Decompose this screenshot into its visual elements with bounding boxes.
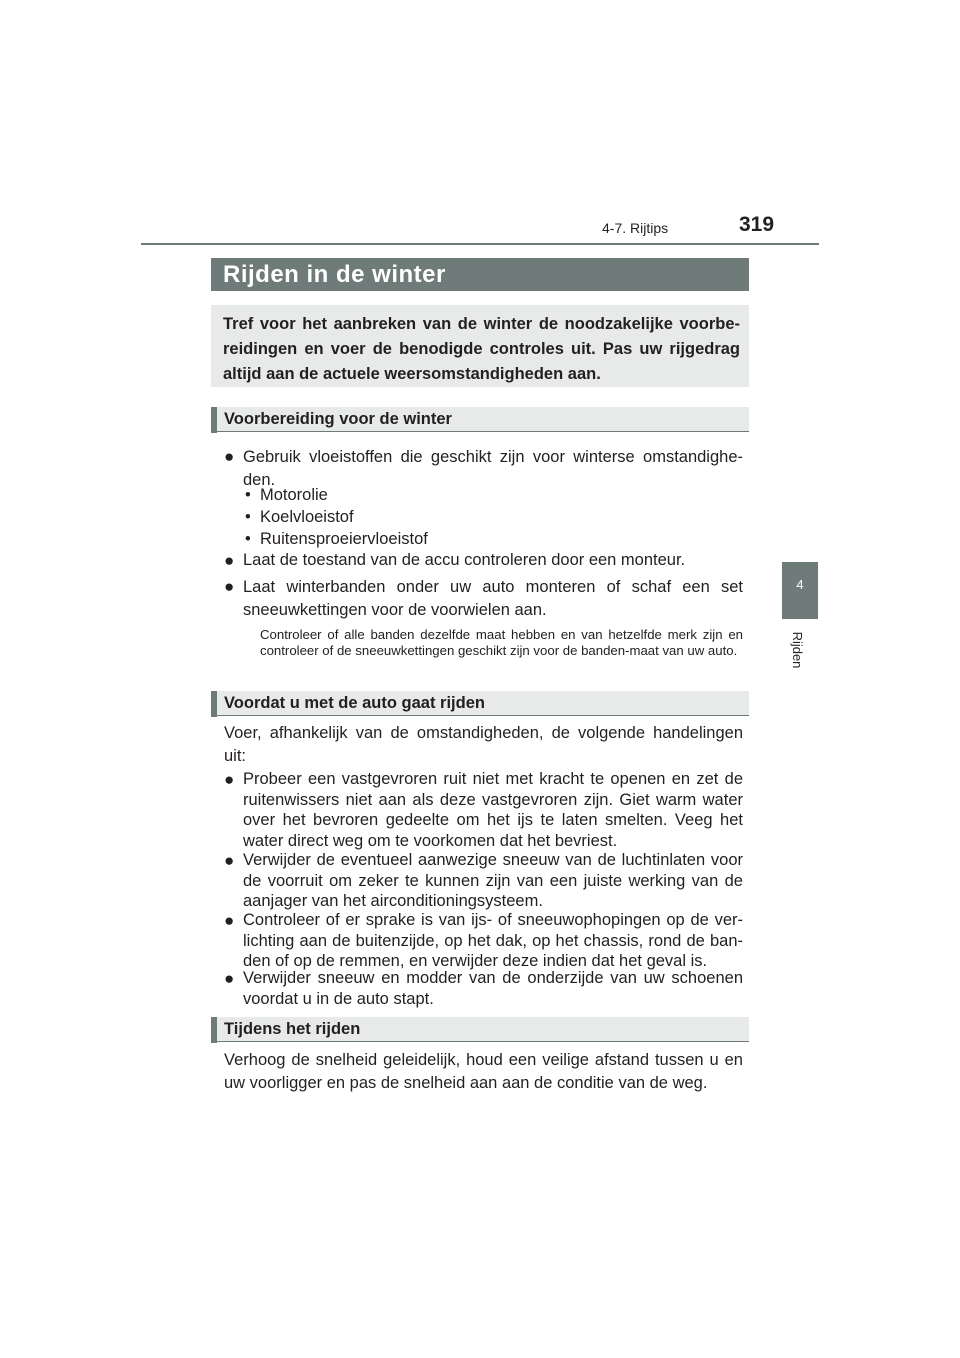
subheading-before-driving: Voordat u met de auto gaat rijden bbox=[224, 694, 485, 712]
page-number: 319 bbox=[739, 213, 775, 236]
bullet-icon: ● bbox=[224, 551, 235, 570]
sub-bullet-icon: • bbox=[245, 486, 251, 504]
bullet-icon: ● bbox=[224, 447, 235, 466]
while-driving-text: Verhoog de snelheid geleidelijk, houd een veilige afstand tussen u en uw voorligger en pas de snelheid aan aan de conditie van de weg. bbox=[224, 1051, 743, 1092]
bullet-ice-buildup: Controleer of er sprake is van ijs- of sneeuwophopingen op de ver-lichting aan de buitenzijde, op het dak, op het chassis, rond de ban-den of op de remmen, en verwijder deze indien dat het geval is. bbox=[243, 911, 743, 970]
bullet-icon: ● bbox=[224, 770, 235, 789]
bullet-icon: ● bbox=[224, 969, 235, 988]
sub-item-coolant: Koelvloeistof bbox=[260, 508, 354, 526]
subheading-accent bbox=[211, 691, 217, 717]
page-title: Rijden in de winter bbox=[223, 261, 446, 288]
intro-text: Tref voor het aanbreken van de winter de noodzakelijke voorbe-reidingen en voer de benodigde controles uit. Pas uw rijgedrag altijd aan de actuele weersomstandigheden aan. bbox=[223, 315, 740, 383]
header-rule bbox=[141, 243, 819, 245]
subheading-while-driving: Tijdens het rijden bbox=[224, 1020, 361, 1038]
before-driving-intro: Voer, afhankelijk van de omstandigheden, de volgende handelingen uit: bbox=[224, 724, 743, 765]
bullet-winter-tires: Laat winterbanden onder uw auto monteren of schaf een set sneeuwkettingen voor de voorwielen aan. bbox=[243, 578, 743, 619]
bullet-battery: Laat de toestand van de accu controleren door een monteur. bbox=[243, 551, 686, 569]
bullet-icon: ● bbox=[224, 577, 235, 596]
bullet-icon: ● bbox=[224, 911, 235, 930]
section-label: 4-7. Rijtips bbox=[602, 220, 669, 236]
subheading-accent bbox=[211, 407, 217, 433]
sub-item-oil: Motorolie bbox=[260, 486, 328, 504]
sub-item-washer-fluid: Ruitensproeiervloeistof bbox=[260, 530, 428, 548]
note-tires: Controleer of alle banden dezelfde maat hebben en van hetzelfde merk zijn en controleer of de sneeuwkettingen geschikt zijn voor de banden-maat van uw auto. bbox=[260, 627, 743, 658]
bullet-icon: ● bbox=[224, 851, 235, 870]
bullet-shoes: Verwijder sneeuw en modder van de onderzijde van uw schoenen voordat u in de auto stapt. bbox=[243, 969, 743, 1008]
subheading-preparation: Voorbereiding voor de winter bbox=[224, 410, 452, 428]
subheading-accent bbox=[211, 1017, 217, 1043]
chapter-label: Rijden bbox=[790, 631, 805, 669]
bullet-fluids: Gebruik vloeistoffen die geschikt zijn voor winterse omstandighe-den. bbox=[243, 448, 743, 489]
sub-bullet-icon: • bbox=[245, 530, 251, 548]
bullet-air-intake: Verwijder de eventueel aanwezige sneeuw van de luchtinlaten voor de voorruit om zeker te kunnen zijn van een juiste werking van de aanjager van het airconditioningsysteem. bbox=[243, 851, 743, 910]
sub-bullet-icon: • bbox=[245, 508, 251, 526]
bullet-frozen-window: Probeer een vastgevroren ruit niet met kracht te openen en zet de ruitenwissers niet aan als deze vastgevroren zijn. Giet warm water over het bevroren gedeelte om het ijs te laten smelten. Veeg het water direct weg om te voorkomen dat het bevriest. bbox=[243, 770, 743, 850]
chapter-number: 4 bbox=[796, 577, 804, 592]
